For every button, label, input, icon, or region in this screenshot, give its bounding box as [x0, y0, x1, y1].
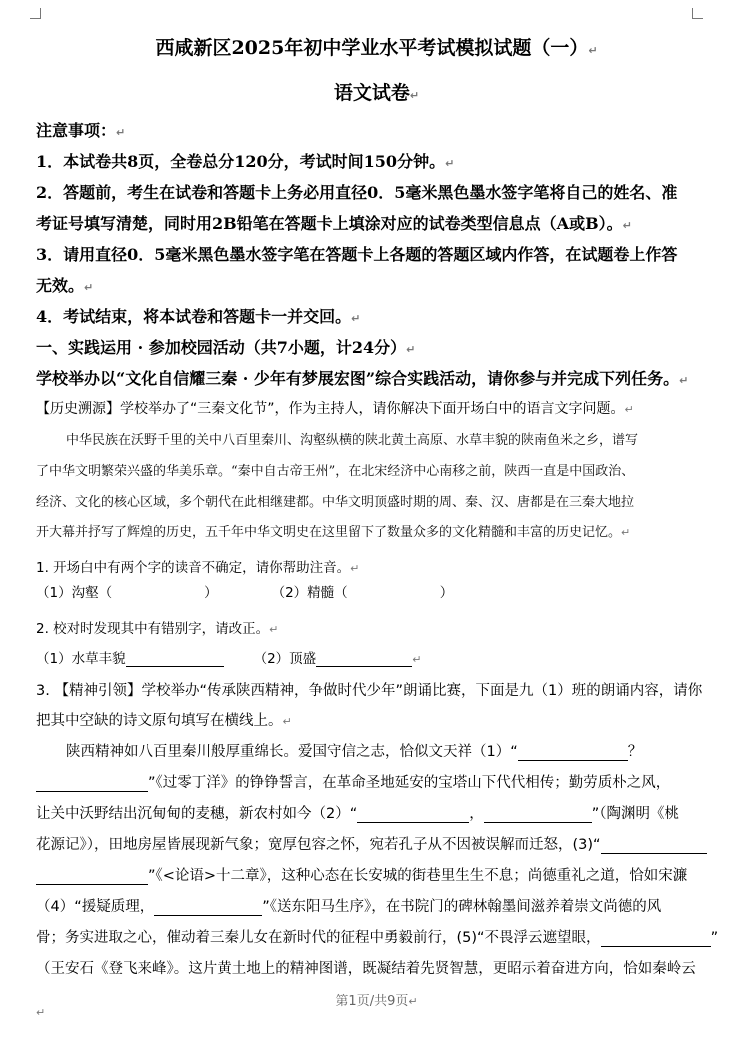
recitation-line-6: （4）“援疑质理， ”《送东阳马生序》，在书院门的碑林翰墨间滋养着崇文尚德的风: [36, 899, 662, 915]
recitation-line-1: 陕西精神如八百里秦川般厚重绵长。爱国守信之志，恰似文天祥（1）“ ？: [66, 744, 643, 760]
blank-2b[interactable]: [484, 806, 592, 823]
recitation-line-3: 让关中沃野结出沉甸甸的麦穗，新农村如今（2）“ ， ”（陶渊明《桃: [36, 806, 680, 822]
passage-line-3: 经济、文化的核心区域，多个朝代在此相继建都。中华文明顶盛时期的周、秦、汉、唐都是在三秦大地拉: [36, 495, 635, 510]
exam-subtitle: 语文试卷↵: [333, 82, 420, 104]
blank-3a[interactable]: [601, 837, 707, 854]
page-footer: 第1页/共9页↵: [335, 994, 418, 1009]
section-1-heading: 一、实践运用 · 参加校园活动（共7小题，计24分）↵: [36, 338, 416, 357]
q2-part-2-label: （2）顶盛: [253, 651, 317, 667]
note-3-line-2: 无效。↵: [36, 276, 94, 295]
blank-4[interactable]: [154, 899, 262, 916]
blank-2a[interactable]: [357, 806, 469, 823]
q2-part-1-label: （1）水草丰貌: [36, 651, 126, 667]
note-2-line-2: 考证号填写清楚，同时用2B铅笔在答题卡上填涂对应的试卷类型信息点（A或B）。↵: [36, 214, 632, 233]
note-4: 4．考试结束，将本试卷和答题卡一并交回。↵: [36, 307, 361, 326]
blank-3b[interactable]: [36, 868, 148, 885]
blank-1a[interactable]: [518, 744, 628, 761]
recitation-line-2: ”《过零丁洋》的铮铮誓言，在革命圣地延安的宝塔山下代代相传；勤劳质朴之风，: [36, 771, 670, 792]
question-1-answers: （1）沟壑（ ） （2）精髓（ ）: [36, 585, 454, 601]
history-prompt: 【历史溯源】学校举办了“三秦文化节”，作为主持人，请你解决下面开场白中的语言文字问题。↵: [36, 401, 634, 417]
passage-line-2: 了中华文明繁荣兴盛的华美乐章。“秦中自古帝王州”，在北宋经济中心南移之前，陕西一直是中国政治、: [36, 464, 635, 479]
end-paragraph-mark: ↵: [36, 1006, 46, 1019]
exam-title: 西咸新区2025年初中学业水平考试模拟试题（一）↵: [155, 37, 598, 59]
q2-part-2-blank[interactable]: [316, 650, 412, 667]
question-2-answers: （1）水草丰貌 （2）顶盛 ↵: [36, 651, 422, 667]
passage-line-1: 中华民族在沃野千里的关中八百里秦川、沟壑纵横的陕北黄土高原、水草丰貌的陕南鱼米之乡，谱写: [66, 433, 639, 448]
note-3-line-1: 3．请用直径0．5毫米黑色墨水签字笔在答题卡上各题的答题区域内作答，在试题卷上作答: [36, 245, 678, 264]
question-2-stem: 2. 校对时发现其中有错别字，请改正。↵: [36, 621, 279, 637]
note-2-line-1: 2．答题前，考生在试卷和答题卡上务必用直径0．5毫米黑色墨水签字笔将自己的姓名、准: [36, 183, 678, 202]
crop-mark-top-right: [692, 8, 703, 19]
blank-1b[interactable]: [36, 775, 148, 792]
notes-heading: 注意事项：↵: [36, 121, 126, 140]
q1-part-1-label: （1）沟壑（: [36, 585, 113, 601]
section-1-intro: 学校举办以“文化自信耀三秦 · 少年有梦展宏图”综合实践活动，请你参与并完成下列任务。↵: [36, 369, 689, 388]
blank-5[interactable]: [601, 930, 711, 947]
recitation-line-8: （王安石《登飞来峰》。这片黄土地上的精神图谱，既凝结着先贤智慧，更昭示着奋进方向，恰如秦岭云: [36, 961, 696, 977]
recitation-line-4: 花源记》），田地房屋皆展现新气象；宽厚包容之怀，宛若孔子从不因被误解而迁怒，(3)“: [36, 833, 707, 854]
question-3-stem: 3. 【精神引领】学校举办“传承陕西精神，争做时代少年”朗诵比赛，下面是九（1）班的朗诵内容，请你: [36, 683, 703, 699]
recitation-line-7: 骨；务实进取之心，催动着三秦儿女在新时代的征程中勇毅前行，(5)“不畏浮云遮望眼， ”: [36, 930, 719, 946]
question-1-stem: 1. 开场白中有两个字的读音不确定，请你帮助注音。↵: [36, 560, 360, 576]
crop-mark-top-left: [30, 8, 41, 19]
q2-part-1-blank[interactable]: [126, 650, 224, 667]
recitation-line-5: ”《<论语>十二章》，这种心态在长安城的街巷里生生不息；尚德重礼之道，恰如宋濂: [36, 864, 687, 885]
q1-part-2-label: （2）精髓（: [271, 585, 348, 601]
passage-line-4: 开大幕并抒写了辉煌的历史，五千年中华文明史在这里留下了数量众多的文化精髓和丰富的历史记忆。↵: [36, 525, 631, 540]
question-3-stem-2: 把其中空缺的诗文原句填写在横线上。↵: [36, 713, 292, 729]
note-1: 1．本试卷共8页，全卷总分120分，考试时间150分钟。↵: [36, 152, 455, 171]
